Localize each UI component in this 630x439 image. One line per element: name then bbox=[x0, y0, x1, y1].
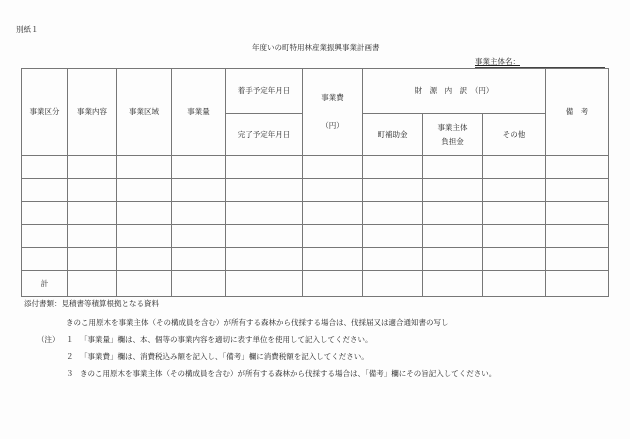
note-label: （注） bbox=[37, 335, 60, 344]
attached-docs: 添付書類：見積書等積算根拠となる資料 bbox=[24, 299, 159, 308]
table-row[interactable] bbox=[22, 202, 609, 225]
table-row[interactable] bbox=[22, 156, 609, 179]
header-entity-burden: 事業主体 負担金 bbox=[423, 114, 483, 156]
header-cost: 事業費 （円） bbox=[303, 69, 363, 156]
header-start-date: 着手予定年月日 bbox=[226, 69, 303, 114]
header-town-subsidy: 町補助金 bbox=[363, 114, 423, 156]
table-row[interactable] bbox=[22, 179, 609, 202]
note-2: 「事業費」欄は、消費税込み額を記入し、「備考」欄に消費税額を記入してください。 bbox=[80, 352, 369, 361]
note-3-num: ３ bbox=[66, 369, 74, 378]
header-volume: 事業量 bbox=[172, 69, 226, 156]
table-row[interactable] bbox=[22, 248, 609, 271]
header-area: 事業区域 bbox=[117, 69, 172, 156]
header-content: 事業内容 bbox=[68, 69, 117, 156]
note-3: きのこ用原木を事業主体（その構成員を含む）が所有する森林から伐採する場合は、「備考」欄にその旨記入してください。 bbox=[80, 369, 497, 378]
note-1: 「事業量」欄は、本、個等の事業内容を適切に表す単位を使用して記入してください。 bbox=[80, 335, 373, 344]
header-other: その他 bbox=[483, 114, 546, 156]
total-label: 計 bbox=[22, 271, 68, 297]
header-remarks: 備 考 bbox=[546, 69, 609, 156]
attachment-label: 別紙１ bbox=[16, 25, 39, 34]
entity-name-field[interactable] bbox=[475, 56, 605, 68]
header-category: 事業区分 bbox=[22, 69, 68, 156]
note-1-num: １ bbox=[66, 335, 74, 344]
attached-docs-2: きのこ用原木を事業主体（その構成員を含む）が所有する森林から伐採する場合は、伐採届又は適合通知書の写し bbox=[66, 318, 449, 327]
plan-table bbox=[21, 68, 609, 297]
total-row[interactable] bbox=[22, 271, 609, 297]
note-2-num: ２ bbox=[66, 352, 74, 361]
table-row[interactable] bbox=[22, 225, 609, 248]
entity-name-label: 事業主体名： bbox=[475, 57, 520, 66]
page-title: 年度いの町特用林産業振興事業計画書 bbox=[252, 43, 380, 52]
header-funding: 財 源 内 訳 （円） bbox=[363, 69, 546, 114]
header-end-date: 完了予定年月日 bbox=[226, 114, 303, 156]
